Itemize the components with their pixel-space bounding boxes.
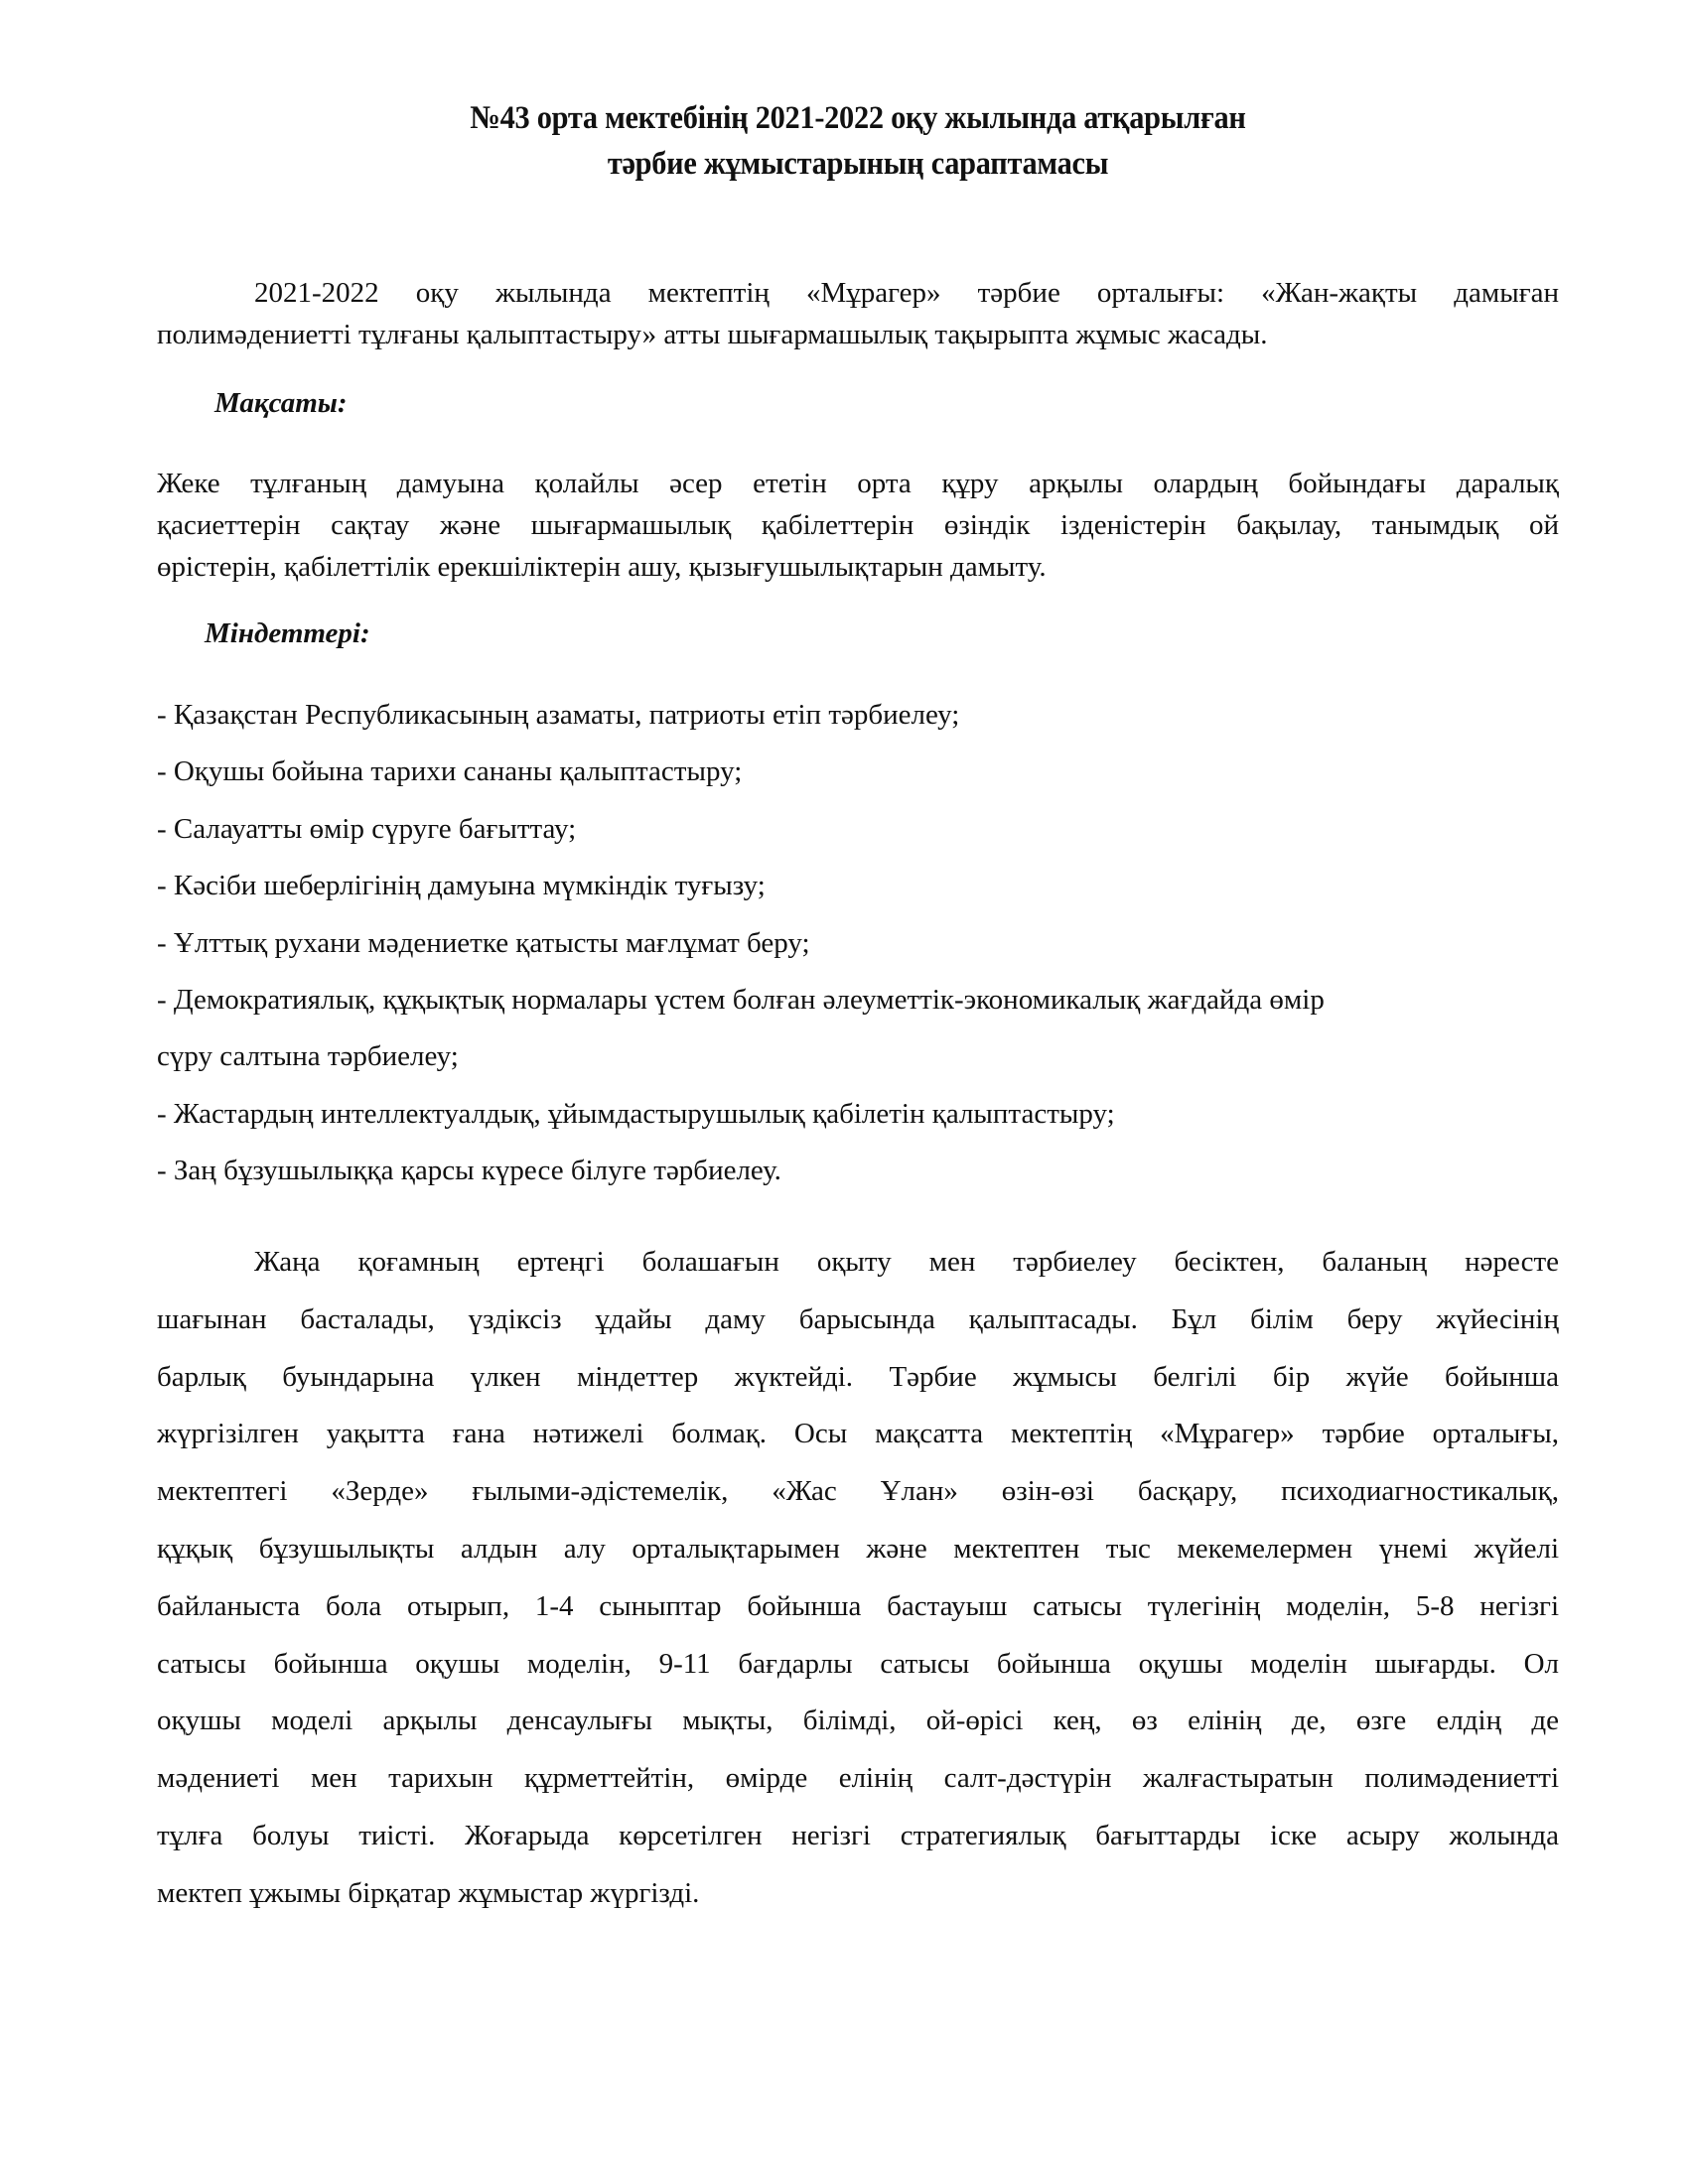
task-item: - Кәсіби шеберлігінің дамуына мүмкіндік туғызу;	[157, 870, 766, 902]
body-line: Жаңа қоғамның ертеңгі болашағын оқыту мен тәрбиелеу бесіктен, баланың нәресте	[254, 1246, 1559, 1278]
task-item: - Салауатты өмір сүруге бағыттау;	[157, 812, 577, 845]
body-line: тұлға болуы тиісті. Жоғарыда көрсетілген негізгі стратегиялық бағыттарды іске асыру жолында	[157, 1819, 1559, 1851]
body-line: байланыста бола отырып, 1-4 сыныптар бойынша бастауыш сатысы түлегінің моделін, 5-8 негізгі	[157, 1589, 1559, 1622]
body-line: мәдениеті мен тарихын құрметтейтін, өмірде елінің салт-дәстүрін жалғастыратын полимәдениетті	[157, 1762, 1559, 1795]
tasks-list	[157, 687, 1559, 1200]
task-item: - Ұлттық рухани мәдениетке қатысты мағлұмат беру;	[157, 926, 810, 959]
intro-line: полимәдениетті тұлғаны қалыптастыру» атты шығармашылық тақырыпта жұмыс жасады.	[157, 319, 1268, 350]
task-item: - Қазақстан Республикасының азаматы, патриоты етіп тәрбиелеу;	[157, 699, 960, 731]
title-line-2: тәрбие жұмыстарының сараптамасы	[607, 146, 1109, 182]
body-line: мектептегі «Зерде» ғылыми-әдістемелік, «Жас Ұлан» өзін-өзі басқару, психодиагностикалық,	[157, 1475, 1559, 1508]
body-line: құқық бұзушылықты алдын алу орталықтарымен және мектептен тыс мекемелермен үнемі жүйелі	[157, 1532, 1559, 1565]
tasks-heading: Міндеттері:	[205, 617, 370, 649]
intro-line: 2021-2022 оқу жылында мектептің «Мұрагер» тәрбие орталығы: «Жан-жақты дамыған	[254, 277, 1559, 309]
goal-paragraph	[157, 463, 1559, 588]
document-title	[212, 95, 1502, 187]
intro-paragraph	[157, 272, 1559, 355]
body-line: мектеп ұжымы бірқатар жұмыстар жүргізді.	[157, 1876, 700, 1909]
body-line: барлық буындарына үлкен міндеттер жүктейді. Тәрбие жұмысы белгілі бір жүйе бойынша	[157, 1360, 1559, 1393]
goal-heading: Мақсаты:	[214, 387, 348, 419]
task-item: - Демократиялық, құқықтық нормалары үстем болған әлеуметтік-экономикалық жағдайда өмір	[157, 984, 1325, 1017]
body-line: жүргізілген уақытта ғана нәтижелі болмақ. Осы мақсатта мектептің «Мұрагер» тәрбие орталығы,	[157, 1418, 1559, 1450]
body-line: оқушы моделі арқылы денсаулығы мықты, білімді, ой-өрісі кең, өз елінің де, өзге елдің де	[157, 1705, 1559, 1737]
body-paragraph	[157, 1234, 1559, 1923]
task-item-continuation: сүру салтына тәрбиелеу;	[157, 1040, 459, 1073]
task-item: - Оқушы бойына тарихи сананы қалыптастыру;	[157, 755, 743, 788]
title-line-1: №43 орта мектебінің 2021-2022 оқу жылында атқарылған	[470, 100, 1246, 136]
body-line: сатысы бойынша оқушы моделін, 9-11 бағдарлы сатысы бойынша оқушы моделін шығарды. Ол	[157, 1647, 1559, 1680]
body-line: шағынан басталады, үздіксіз ұдайы даму барысында қалыптасады. Бұл білім беру жүйесінің	[157, 1302, 1559, 1335]
task-item: - Заң бұзушылыққа қарсы күресе білуге тәрбиелеу.	[157, 1155, 781, 1187]
goal-line: қасиеттерін сақтау және шығармашылық қабілеттерін өзіндік ізденістерін бақылау, танымдық ой	[157, 509, 1559, 541]
goal-line: өрістерін, қабілеттілік ерекшіліктерін ашу, қызығушылықтарын дамыту.	[157, 551, 1047, 583]
task-item: - Жастардың интеллектуалдық, ұйымдастырушылық қабілетін қалыптастыру;	[157, 1097, 1115, 1130]
goal-line: Жеке тұлғаның дамуына қолайлы әсер ететін орта құру арқылы олардың бойындағы даралық	[157, 468, 1559, 499]
